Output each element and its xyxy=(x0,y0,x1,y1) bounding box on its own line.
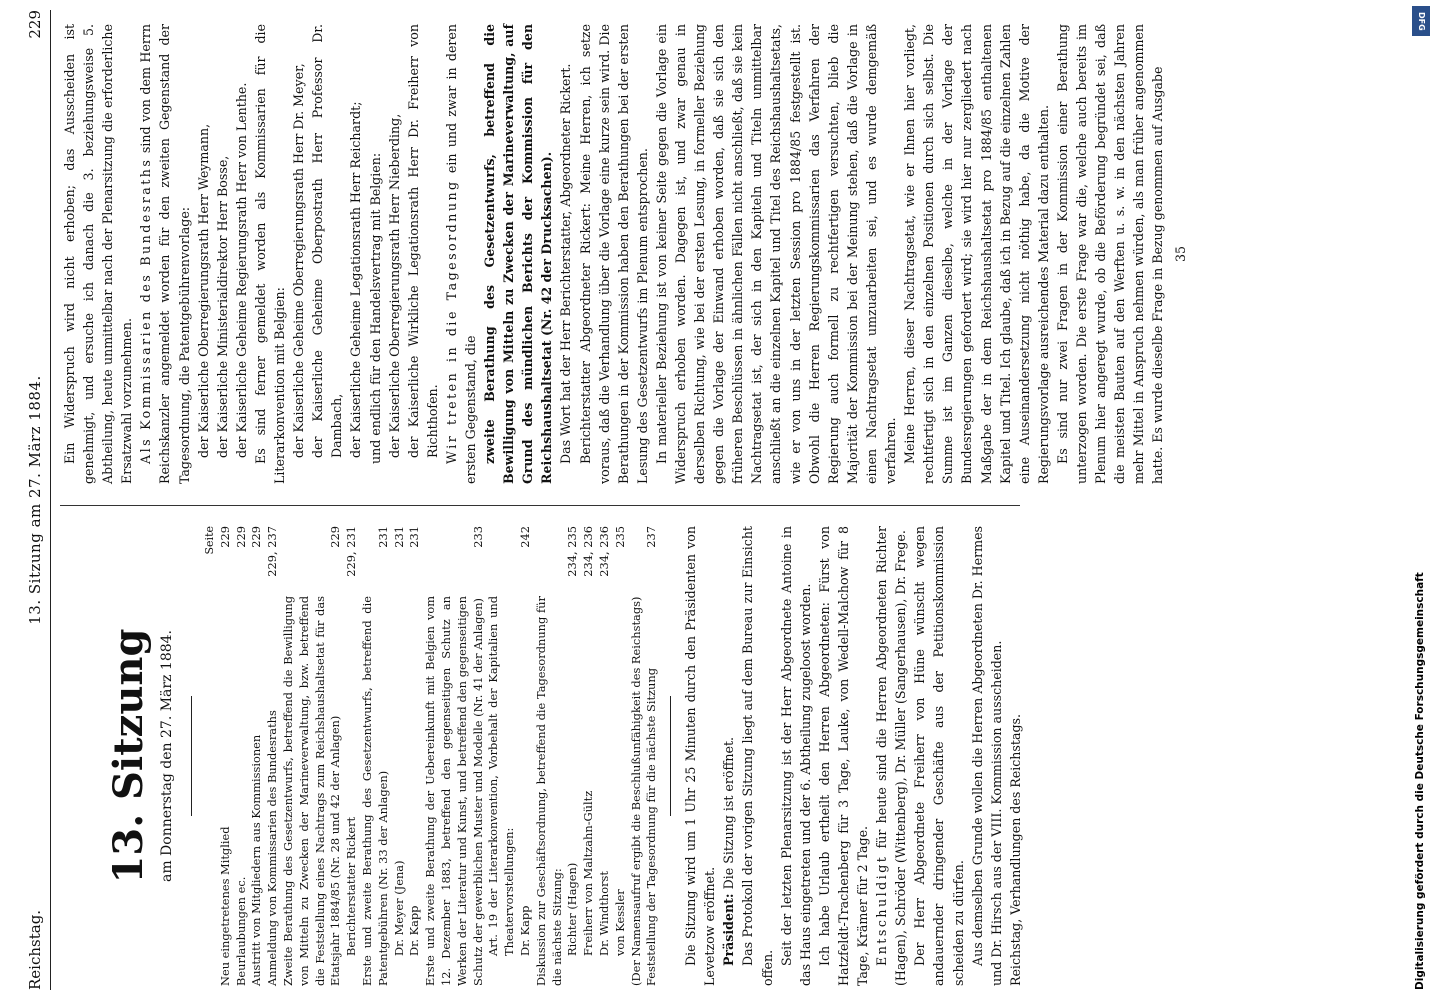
agenda-item-heading xyxy=(480,24,556,484)
paragraph xyxy=(1053,24,1168,484)
paragraph-text: der Kaiserliche Geheime Oberregierungsrath Herr Dr. Meyer, xyxy=(291,63,307,458)
paragraph-text: der Kaiserliche Oberregierungsrath Herr Nieberding, xyxy=(386,113,402,458)
digitization-sidebar xyxy=(1408,0,1432,1000)
toc-entry-page: 242 xyxy=(518,526,533,548)
toc-entry-text: Freiherr von Maltzahn-Gültz xyxy=(581,790,596,956)
paragraph-text: zweite Berathung des Gesetzentwurfs, betreffend die Bewilligung von Mitteln zu Zwecken der Marineverwaltung, auf Grund des mündlichen Berichts der Kommission für den Reichshaushaltsetat (Nr. 42 der Drucksachen). xyxy=(482,24,555,484)
toc-entry-text: Berichterstatter Rickert xyxy=(344,816,359,956)
right-body-text xyxy=(60,24,1191,484)
toc-entry-page xyxy=(534,526,566,596)
paragraph xyxy=(777,526,815,986)
paragraph xyxy=(719,526,738,986)
toc-row xyxy=(249,526,265,986)
paragraph-text: der Kaiserliche Oberregierungsrath Herr Weymann, xyxy=(195,123,211,458)
toc-entry-text: Diskussion zur Geschäftsordnung, betreffend die Tagesordnung für die nächste Sitzung: xyxy=(533,596,564,986)
right-column xyxy=(60,24,1191,484)
toc-entry-text: Erste und zweite Berathung der Uebereinkunft mit Belgien vom 12. Dezember 1883, betreffend den gegenseitigen Schutz an Werken der Literatur und Kunst, und betreffend den gegenseitigen Schutz der gewerblichen Muster und Modelle (Nr. 41 der Anlagen) xyxy=(423,596,485,986)
toc-entry-page: 231 xyxy=(407,526,422,548)
toc-entry-page: 229 xyxy=(217,526,232,548)
paragraph-text: Berichterstatter Abgeordneter Rickert: Meine Herren, ich setze voraus, daß die Verhandlung über die Vorlage eine kurze sein wird. Die Berathungen in der Kommission haben den Berathungen bei der ersten Lesung des Gesetzentwurfs im Plenum entsprochen. xyxy=(577,24,650,484)
toc-entry-text: Erste und zweite Berathung des Gesetzentwurfs, betreffend die Patentgebühren (Nr. 33 der Anlagen) xyxy=(360,596,390,986)
toc-entry-page: 231 xyxy=(391,526,406,548)
paragraph xyxy=(251,24,289,484)
toc-row xyxy=(518,526,534,986)
toc-row xyxy=(360,526,392,986)
toc-entry-page: 235 xyxy=(612,526,627,548)
paragraph-text: Das Protokoll der vorigen Sitzung liegt auf dem Bureau zur Einsicht offen. xyxy=(740,526,775,986)
toc-entry-text: Anmeldung von Kommissarien des Bundesraths xyxy=(265,710,280,986)
toc-entry-text: Dr. Meyer (Jena) xyxy=(391,860,406,956)
spaced-emphasis: Entschuldigt xyxy=(874,854,890,966)
toc-row xyxy=(534,526,566,986)
paragraph-text: 35 xyxy=(1173,245,1189,263)
toc-entry-page: 234, 236 xyxy=(581,526,596,577)
name-list-line xyxy=(213,24,232,484)
toc-entry-text: Austritt von Mitgliedern aus Kommissionen xyxy=(249,734,264,986)
toc-entry-page: 229 xyxy=(328,526,343,548)
name-list-line xyxy=(404,24,442,484)
toc-row xyxy=(644,526,660,986)
footer-note xyxy=(1006,526,1025,986)
toc-entry-page xyxy=(629,526,645,596)
paragraph-text: der Kaiserliche Geheime Legationsrath Herr Reichardt; xyxy=(348,101,364,458)
toc-row xyxy=(407,526,423,986)
toc-entry-text: (Der Namensaufruf ergibt die Beschlußunfähigkeit des Reichstags) xyxy=(628,596,643,986)
signature-mark xyxy=(1171,24,1190,484)
column-divider xyxy=(60,505,1020,506)
toc-end-rule xyxy=(670,696,671,816)
toc-entry-text: Zweite Berathung des Gesetzentwurfs, betreffend die Bewilligung von Mitteln zu Zwecken der Marineverwaltung, bzw. betreffend die Feststellung eines Nachtrags zum Reichshaushaltsetat für das Etatsjahr 1884/85 (Nr. 28 und 42 der Anlagen) xyxy=(281,596,343,986)
paragraph-text: Die Sitzung ist eröffnet. xyxy=(721,736,737,890)
paragraph xyxy=(60,24,136,484)
toc-seite-row xyxy=(202,526,218,986)
name-list-line xyxy=(308,24,346,484)
running-header xyxy=(24,10,51,990)
toc-row xyxy=(629,526,645,986)
toc-entry-page: 229, 231 xyxy=(344,526,359,577)
paragraph xyxy=(652,24,900,484)
paragraph xyxy=(136,24,193,484)
toc-entry-page: 231 xyxy=(375,526,390,548)
toc-row xyxy=(234,526,250,986)
session-subtitle: am Donnerstag den 27. März 1884. xyxy=(159,630,175,883)
toc-row xyxy=(581,526,597,986)
name-list-line xyxy=(232,24,251,484)
dfg-credit-text: Digitalisierung gefördert durch die Deutsche Forschungsgemeinschaft xyxy=(1414,572,1426,990)
paragraph-text: Das Wort hat der Herr Berichterstatter, Abgeordneter Rickert. xyxy=(558,63,574,464)
paragraph-text: Seit der letzten Plenarsitzung ist der Herr Abgeordnete Antoine in das Haus eingetreten und der 6. Abtheilung zugeloost worden. xyxy=(778,526,813,986)
speaker-label: Präsident: xyxy=(721,893,737,966)
paragraph-text: und endlich für den Handelsvertrag mit Belgien: xyxy=(367,152,383,464)
toc-entry-page: 229 xyxy=(233,526,248,548)
paragraph-text: der Kaiserliche Geheime Oberpostrath Herr Professor Dr. Dambach, xyxy=(310,24,345,458)
rotated-document-page xyxy=(16,0,1416,1000)
toc-entry-text: Dr. Kapp xyxy=(518,905,533,956)
toc-entry-text: von Kessler xyxy=(612,889,627,956)
paragraph-text: Die Sitzung wird um 1 Uhr 25 Minuten durch den Präsidenten von Levetzow eröffnet. xyxy=(683,526,718,986)
toc-row xyxy=(613,526,629,986)
paragraph xyxy=(366,24,385,484)
header-center: 13. Sitzung am 27. März 1884. xyxy=(26,375,44,625)
toc-entry-page: 229 xyxy=(249,526,264,548)
toc-entry-text: Art. 19 der Literarkonvention, Vorbehalt der Kapitalien und Theatervorstellungen: xyxy=(486,596,517,956)
name-list-line xyxy=(289,24,308,484)
spaced-emphasis: Wir treten in die Tagesordnung xyxy=(443,179,459,464)
toc-entry-page: 234, 235 xyxy=(565,526,580,577)
paragraph xyxy=(872,526,910,986)
toc-row xyxy=(597,526,613,986)
name-list-line xyxy=(346,24,365,484)
paragraph xyxy=(815,526,872,986)
name-list-line xyxy=(385,24,404,484)
toc-row xyxy=(486,526,518,986)
toc-entry-page: 229, 237 xyxy=(265,526,280,577)
paragraph-text: Reichstag, Verhandlungen des Reichstags. xyxy=(1007,714,1023,986)
paragraph-text: ein und zwar in deren ersten Gegenstand, die xyxy=(443,24,478,484)
spaced-emphasis: Als Kommissarien des Bundesraths xyxy=(138,157,154,464)
paragraph-text: Meine Herren, dieser Nachtragsetat, wie er Ihnen hier vorliegt, rechtfertigt sich in den einzelnen Positionen durch sich selbst. Die Summe ist im Ganzen dieselbe, welche in der Vorlage der Bundesregierungen gefordert wird; sie wird hier nur zergliedert nach Maßgabe der in dem Reichshaushaltsetat pro 1884/85 enthaltenen Kapitel und Titel. Ich glaube, daß ich in Bezug auf die einzelnen Zahlen eine Auseinandersetzung nicht nöthig habe, da die Motive der Regierungsvorlage ausreichendes Material dazu enthalten. xyxy=(902,24,1051,484)
toc-entry-text: Beurlaubungen ec. xyxy=(233,876,248,986)
left-body-text xyxy=(681,526,1025,986)
toc-entry-page: 237 xyxy=(644,526,659,548)
toc-entry-text: Neu eingetretenes Mitglied xyxy=(217,826,232,986)
paragraph xyxy=(442,24,480,484)
toc-row xyxy=(218,526,234,986)
paragraph-text: Aus demselben Grunde wollen die Herren Abgeordneten Dr. Hermes und Dr. Hirsch aus der VIII. Kommission ausscheiden. xyxy=(969,526,1004,986)
toc-entry-page xyxy=(486,526,518,596)
paragraph-text: In materieller Beziehung ist von keiner Seite gegen die Vorlage ein Widerspruch erhoben worden. Dagegen ist, und zwar genau in derselben Richtung, wie bei der ersten Lesung, in formeller Beziehung gegen die Vorlage der Einwand erhoben worden, daß sie sich den früheren Beschlüssen in ähnlichen Fällen nicht anschließt, daß sie kein Nachtragsetat ist, der sich in den Kapiteln und Titeln unmittelbar anschließt an die einzelnen Kapitel und Titel des Reichshaushaltsetats, wie er von uns in der letzten Session pro 1884/85 festgestellt ist. Obwohl die Herren Regierungskommissarien das Verfahren der Regierung auch formell zu rechtfertigen versuchten, blieb die Majorität der Kommission bei der Meinung stehen, daß die Vorlage in einen Nachtragsetat umzuarbeiten sei, und es wurde demgemäß verfahren. xyxy=(653,24,899,484)
paragraph-text: Es sind ferner gemeldet worden als Kommissarien für die Literarkonvention mit Belgien: xyxy=(252,24,288,484)
toc-row xyxy=(392,526,408,986)
left-column xyxy=(60,526,1025,986)
paragraph-text: Ich habe Urlaub ertheilt den Herren Abgeordneten: Fürst von Hatzfeldt-Trachenberg für 3 Tage, Lauke, von Wedell-Malchow für 8 Tage, Krämer für 2 Tage. xyxy=(816,526,871,986)
session-title: 13. Sitzung xyxy=(105,628,152,884)
paragraph-text: Der Herr Abgeordnete Freiherr von Hüne wünscht wegen andauernder dringender Geschäfte aus der Petitionskommission scheiden zu dürfen. xyxy=(912,526,966,986)
title-rule xyxy=(191,696,192,816)
toc-row xyxy=(281,526,344,986)
toc-row xyxy=(344,526,360,986)
toc-entry-page: 234, 236 xyxy=(597,526,612,577)
toc-entry-text: Dr. Kapp xyxy=(407,905,422,956)
paragraph xyxy=(681,526,719,986)
toc-row xyxy=(265,526,281,986)
paragraph xyxy=(738,526,776,986)
toc-entry-text: Feststellung der Tagesordnung für die nächste Sitzung xyxy=(644,667,659,986)
paragraph-text: der Kaiserliche Wirkliche Legationsrath Herr Dr. Freiherr von Richthofen. xyxy=(405,24,440,458)
toc-entry-text: Richter (Hagen) xyxy=(565,862,580,956)
paragraph-text: der Kaiserliche Geheime Regierungsrath Herr von Lenthe. xyxy=(233,82,249,458)
paragraph xyxy=(910,526,967,986)
table-of-contents xyxy=(202,526,660,986)
paragraph xyxy=(556,24,575,484)
paragraph-text: der Kaiserliche Ministerialdirektor Herr Bosse, xyxy=(214,155,230,458)
toc-seite-label: Seite xyxy=(203,526,217,555)
paragraph-text: Ein Widerspruch wird nicht erhoben; das Ausscheiden ist genehmigt, und ersuche ich danach die 3. beziehungsweise 5. Abtheilung, heute unmittelbar nach der Plenarsitzung die erforderliche Ersatzwahl vorzunehmen. xyxy=(62,24,135,484)
paragraph-text: sind von dem Herrn Reichskanzler angemeldet worden für den zweiten Gegenstand der Tagesordnung, die Patentgebührenvorlage: xyxy=(138,24,192,484)
name-list-line xyxy=(194,24,213,484)
paragraph-text: für heute sind die Herren Abgeordneten Richter (Hagen), Schröder (Wittenberg), Dr. Müller (Sangerhausen), Dr. Frege. xyxy=(874,526,909,986)
header-left: Reichstag. xyxy=(26,909,44,990)
toc-row xyxy=(565,526,581,986)
page-number: 229 xyxy=(26,10,44,39)
paragraph xyxy=(576,24,652,484)
paragraph-text: Es sind nur zwei Fragen in der Kommission einer Berathung unterzogen worden. Die erste Frage war die, welche auch bereits im Plenum hier angeregt wurde, ob die Beförderung begründet sei, daß die meisten Bauten auf den Werften u. s. w. in den nächsten Jahren mehr Mittel in Anspruch nehmen würden, als man früher angenommen hatte. Es wurde dieselbe Frage in Bezug genommen auf Ausgabe xyxy=(1054,24,1166,484)
toc-row xyxy=(423,526,486,986)
paragraph xyxy=(900,24,1053,484)
paragraph xyxy=(968,526,1006,986)
dfg-logo: DFG xyxy=(1412,6,1430,36)
toc-entry-page: 233 xyxy=(470,526,485,548)
toc-entry-text: Dr. Windthorst xyxy=(597,871,612,956)
